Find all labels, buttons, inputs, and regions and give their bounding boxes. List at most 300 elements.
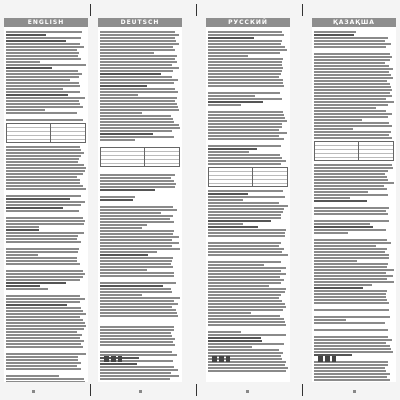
text-line: [6, 217, 83, 219]
text-line: [6, 207, 63, 209]
text-line: [6, 381, 85, 382]
text-line: [100, 88, 175, 90]
text-line: [208, 300, 282, 302]
text-line: [6, 378, 84, 380]
text-line: [6, 319, 83, 321]
text-line: [100, 43, 179, 45]
text-line: [100, 103, 177, 105]
text-line: [6, 353, 86, 355]
text-line: [100, 344, 175, 346]
column-heading: DEUTSCH: [98, 18, 182, 27]
text-line: [208, 61, 282, 63]
text-line: [100, 291, 172, 293]
text-line: [208, 349, 279, 351]
text-line: [314, 188, 387, 190]
page-number-mark: [353, 390, 356, 393]
text-line: [100, 315, 178, 317]
text-line: [100, 218, 170, 220]
column-kazakh: [312, 18, 396, 382]
text-line: [314, 137, 392, 139]
text-line: [314, 200, 367, 202]
text-line: [100, 133, 153, 135]
text-line: [208, 261, 281, 263]
text-line: [100, 192, 158, 195]
text-line: [208, 223, 243, 225]
text-line: [100, 341, 173, 343]
text-line: [6, 291, 57, 294]
text-line: [208, 58, 283, 60]
page-number-mark: [32, 390, 35, 393]
text-line: [208, 154, 280, 156]
text-line: [314, 92, 390, 94]
text-line: [314, 86, 391, 88]
text-line: [6, 322, 85, 324]
text-line: [314, 336, 388, 338]
text-line: [208, 95, 255, 97]
text-line: [100, 139, 135, 141]
text-line: [100, 31, 175, 33]
text-line: [314, 370, 386, 372]
text-line: [100, 248, 180, 250]
text-line: [208, 34, 284, 36]
text-line: [6, 276, 83, 278]
text-line: [6, 155, 81, 157]
text-line: [208, 309, 283, 311]
text-line: [6, 301, 80, 303]
text-line: [100, 312, 177, 314]
text-line: [6, 343, 81, 345]
text-line: [100, 300, 174, 302]
text-line: [208, 337, 261, 339]
text-line: [314, 40, 385, 42]
text-line: [6, 254, 38, 256]
text-line: [314, 373, 390, 375]
text-line: [100, 70, 173, 72]
text-line: [208, 245, 279, 247]
text-line: [314, 269, 394, 271]
text-line: [100, 130, 172, 132]
text-line: [6, 238, 77, 240]
text-line: [314, 185, 384, 187]
text-line: [100, 288, 171, 290]
text-line: [208, 343, 284, 345]
text-line: [314, 245, 376, 247]
text-line: [100, 378, 170, 380]
text-line: [208, 199, 243, 201]
text-line: [6, 304, 67, 306]
text-line: [6, 316, 80, 318]
text-line: [314, 248, 387, 250]
text-line: [314, 223, 370, 225]
text-line: [6, 195, 81, 197]
text-line: [314, 316, 390, 318]
text-line: [6, 340, 84, 342]
text-line: [208, 73, 281, 75]
text-line: [100, 97, 177, 99]
body-text: [4, 31, 88, 382]
text-line: [314, 351, 393, 353]
fold-mark-bottom: [90, 384, 91, 396]
text-line: [6, 109, 45, 111]
text-line: [100, 118, 173, 120]
text-line: [208, 135, 279, 137]
text-line: [6, 226, 39, 228]
text-line: [100, 303, 178, 305]
text-line: [6, 182, 80, 184]
text-line: [314, 266, 387, 268]
text-line: [6, 232, 84, 234]
text-line: [314, 232, 348, 234]
text-line: [314, 312, 347, 315]
text-line: [314, 128, 353, 130]
text-line: [208, 37, 254, 39]
text-line: [100, 189, 155, 191]
text-line: [6, 248, 79, 250]
text-line: [6, 103, 80, 105]
text-line: [208, 291, 285, 293]
text-line: [208, 352, 283, 354]
text-line: [314, 98, 386, 100]
text-line: [100, 124, 179, 126]
text-line: [6, 179, 80, 181]
text-line: [100, 335, 172, 337]
text-line: [6, 31, 82, 33]
text-line: [314, 305, 358, 308]
text-line: [314, 83, 390, 85]
text-line: [100, 233, 173, 235]
text-line: [100, 215, 173, 217]
text-line: [208, 248, 284, 250]
text-line: [314, 220, 389, 222]
text-line: [6, 288, 48, 290]
text-line: [314, 309, 389, 311]
text-line: [100, 177, 171, 179]
text-line: [6, 85, 80, 87]
text-line: [208, 321, 285, 323]
text-line: [6, 161, 78, 163]
text-line: [314, 242, 391, 244]
text-line: [314, 254, 389, 256]
text-line: [6, 266, 62, 269]
text-line: [208, 226, 258, 228]
text-line: [100, 209, 177, 211]
text-line: [314, 290, 387, 292]
column-russian: [206, 18, 290, 382]
text-line: [314, 263, 388, 265]
text-line: [6, 375, 59, 377]
text-line: [314, 281, 394, 283]
text-line: [100, 34, 179, 36]
text-line: [6, 337, 80, 339]
text-line: [100, 329, 174, 331]
text-line: [208, 208, 284, 210]
spec-table: [6, 123, 86, 143]
text-line: [6, 185, 83, 187]
text-line: [314, 235, 362, 238]
text-line: [314, 71, 389, 73]
text-line: [100, 174, 175, 176]
text-line: [208, 318, 284, 320]
text-line: [6, 307, 81, 309]
text-line: [208, 67, 283, 69]
text-line: [6, 188, 86, 190]
text-line: [314, 31, 356, 33]
text-line: [314, 53, 390, 55]
text-line: [6, 88, 63, 90]
text-line: [6, 334, 82, 336]
text-line: [208, 327, 267, 330]
text-line: [208, 340, 262, 342]
text-line: [314, 322, 385, 324]
text-line: [314, 345, 390, 347]
text-line: [100, 37, 175, 39]
text-line: [314, 216, 366, 219]
text-line: [208, 279, 284, 281]
text-line: [6, 176, 77, 178]
text-line: [208, 346, 252, 348]
text-line: [314, 278, 387, 280]
text-line: [314, 107, 376, 109]
text-line: [314, 89, 392, 91]
text-line: [208, 303, 285, 305]
text-line: [100, 202, 147, 205]
text-line: [314, 116, 388, 118]
text-line: [208, 163, 281, 165]
text-line: [314, 110, 386, 112]
text-line: [6, 170, 85, 172]
text-line: [6, 371, 50, 374]
text-line: [100, 106, 178, 108]
text-line: [208, 324, 286, 326]
text-line: [6, 79, 70, 81]
text-line: [6, 167, 86, 169]
text-line: [314, 251, 385, 253]
text-line: [100, 85, 147, 87]
text-line: [208, 49, 287, 51]
text-line: [208, 264, 264, 266]
text-line: [208, 276, 280, 278]
text-line: [208, 88, 243, 91]
text-line: [100, 121, 174, 123]
text-line: [6, 210, 79, 212]
text-line: [100, 269, 147, 271]
text-line: [6, 119, 83, 121]
text-line: [208, 138, 284, 140]
fold-mark-bottom: [302, 384, 303, 396]
text-line: [6, 229, 39, 231]
text-line: [6, 37, 81, 39]
text-line: [208, 70, 282, 72]
text-line: [208, 151, 249, 153]
body-text: [206, 31, 290, 372]
text-line: [314, 119, 362, 121]
text-line: [6, 356, 78, 358]
text-line: [208, 364, 285, 366]
text-line: [208, 331, 241, 333]
text-line: [314, 125, 392, 127]
text-line: [314, 332, 346, 335]
text-line: [100, 221, 174, 223]
text-line: [314, 284, 372, 286]
certification-marks: [104, 356, 122, 362]
text-line: [314, 339, 392, 341]
text-line: [314, 49, 358, 52]
text-line: [314, 296, 386, 298]
text-line: [6, 204, 81, 206]
text-line: [208, 117, 285, 119]
text-line: [6, 67, 52, 69]
text-line: [100, 49, 175, 51]
text-line: [208, 193, 248, 195]
text-line: [314, 80, 387, 82]
text-line: [100, 227, 142, 229]
text-line: [314, 182, 394, 184]
text-line: [314, 272, 386, 274]
text-line: [208, 76, 279, 78]
text-line: [100, 282, 176, 284]
text-line: [100, 254, 148, 256]
text-line: [314, 342, 386, 344]
text-line: [208, 114, 284, 116]
text-line: [100, 61, 177, 63]
text-line: [208, 334, 286, 336]
text-line: [314, 95, 392, 97]
text-line: [208, 288, 286, 290]
text-line: [208, 257, 252, 260]
text-line: [208, 101, 263, 103]
text-line: [100, 94, 138, 96]
text-line: [208, 92, 280, 94]
fold-mark-top: [90, 4, 91, 16]
text-line: [208, 367, 288, 369]
text-line: [6, 152, 84, 154]
text-line: [314, 319, 346, 321]
body-text: [312, 31, 396, 382]
text-line: [314, 194, 388, 196]
text-line: [314, 62, 385, 64]
text-line: [6, 40, 66, 42]
text-line: [100, 55, 177, 57]
text-line: [100, 186, 175, 188]
text-line: [314, 226, 373, 228]
text-line: [100, 206, 173, 208]
text-line: [6, 201, 85, 203]
text-line: [314, 65, 389, 67]
text-line: [100, 347, 133, 350]
text-line: [208, 160, 286, 162]
text-line: [314, 46, 386, 48]
text-line: [100, 64, 172, 66]
text-line: [6, 273, 85, 275]
text-line: [314, 257, 389, 259]
text-line: [6, 43, 80, 45]
text-line: [100, 52, 154, 54]
text-line: [314, 56, 392, 58]
text-line: [208, 157, 282, 159]
text-line: [100, 272, 174, 274]
text-line: [208, 126, 282, 128]
text-line: [6, 362, 81, 364]
text-line: [208, 85, 284, 87]
text-line: [208, 31, 282, 33]
text-line: [100, 100, 175, 102]
text-line: [314, 176, 387, 178]
fold-mark-top: [196, 4, 197, 16]
text-line: [6, 244, 49, 247]
text-line: [208, 82, 283, 84]
text-line: [314, 213, 388, 215]
column-heading: ENGLISH: [4, 18, 88, 27]
text-line: [6, 346, 83, 348]
text-line: [314, 134, 389, 136]
text-line: [100, 236, 179, 238]
column-heading: ҚАЗАҚША: [312, 18, 396, 27]
text-line: [6, 328, 84, 330]
text-line: [314, 325, 352, 328]
fold-mark-bottom: [196, 384, 197, 396]
text-line: [208, 40, 282, 42]
text-line: [208, 235, 285, 237]
text-line: [6, 173, 83, 175]
text-line: [208, 254, 288, 256]
text-line: [100, 278, 164, 281]
text-line: [6, 91, 80, 93]
text-line: [208, 46, 285, 48]
text-line: [100, 112, 142, 114]
text-line: [314, 74, 391, 76]
text-line: [6, 223, 84, 225]
text-line: [6, 198, 70, 200]
text-line: [6, 58, 81, 60]
text-line: [314, 299, 387, 301]
text-line: [314, 367, 385, 369]
text-line: [314, 229, 386, 231]
text-line: [208, 148, 257, 150]
text-line: [208, 196, 285, 198]
text-line: [314, 329, 388, 331]
text-line: [314, 34, 354, 36]
text-line: [100, 224, 147, 226]
text-line: [208, 111, 283, 113]
text-line: [100, 109, 179, 111]
text-line: [314, 207, 389, 209]
text-line: [208, 297, 279, 299]
text-line: [208, 98, 282, 100]
text-line: [208, 238, 246, 241]
text-line: [100, 180, 174, 182]
text-line: [6, 313, 86, 315]
text-line: [100, 275, 174, 277]
text-line: [208, 370, 286, 372]
text-line: [100, 196, 135, 198]
text-line: [314, 260, 357, 262]
text-line: [208, 123, 282, 125]
text-line: [208, 306, 286, 308]
text-line: [314, 239, 387, 241]
text-line: [100, 263, 171, 265]
text-line: [314, 348, 391, 350]
text-line: [6, 115, 51, 118]
text-line: [208, 202, 279, 204]
text-line: [100, 73, 161, 75]
text-line: [6, 158, 79, 160]
text-line: [6, 295, 80, 297]
text-line: [208, 282, 281, 284]
text-line: [6, 49, 77, 51]
text-line: [208, 242, 281, 244]
text-line: [208, 294, 281, 296]
text-line: [6, 106, 83, 108]
